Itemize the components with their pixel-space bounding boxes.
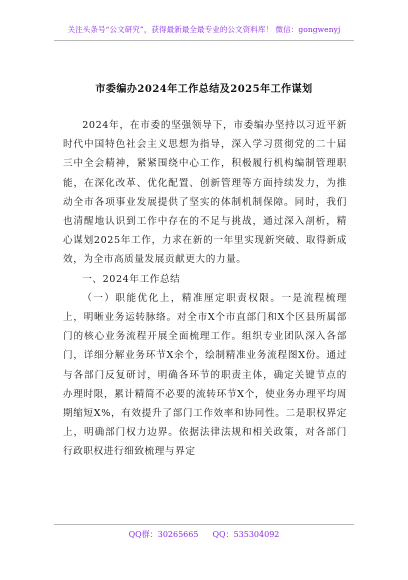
header-divider xyxy=(54,40,354,41)
footer-qq: QQ：535304092 xyxy=(212,530,280,539)
section-heading: 一、2024年工作总结 xyxy=(82,273,181,285)
footer-divider xyxy=(54,524,354,525)
document-title: 市委编办2024年工作总结及2025年工作谋划 xyxy=(95,84,313,95)
intro-paragraph: 2024年，在市委的坚强领导下，市委编办坚持以习近平新时代中国特色社会主义思想为指导，深入学习贯彻党的二十届三中全会精神，紧紧围绕中心工作，积极履行机构编制管理职能，在深化改革、优化配置、创新管理等方面持续发力，为推动全市各项事业发展提供了坚实的体制机制保障。同时，我们也清醒地认识到工作中存在的不足与挑战，通过深入剖析，精心谋划2025年工作，力求在新的一年里实现新突破、取得新成效，为全市高质量发展贡献更大的力量。 xyxy=(63,120,347,266)
body-paragraph: （一）职能优化上，精准厘定职责权限。一是流程梳理上，明晰业务运转脉络。对全市X个市直部门和X个区县所属部门的核心业务流程开展全面梳理工作。组织专业团队深入各部门，详细分解业务环节X余个，绘制精准业务流程图X份。通过与各部门反复研讨，明确各环节的职责主体，确定关键节点的办理时限，累计精简不必要的流转环节X个，使业务办理平均周期缩短X%，有效提升了部门工作效率和协同性。二是职权界定上，明确部门权力边界。依据法律法规和相关政策，对各部门行政职权进行细致梳理与界定 xyxy=(63,292,347,458)
footer-qq-group: QQ群：30265665 xyxy=(128,530,199,539)
header-note: 关注头条号“公文研究”，获得最新最全最专业的公文资料库！ 微信：gongwenyj xyxy=(67,25,341,34)
footer-contact xyxy=(0,529,408,540)
document-body xyxy=(63,116,347,462)
